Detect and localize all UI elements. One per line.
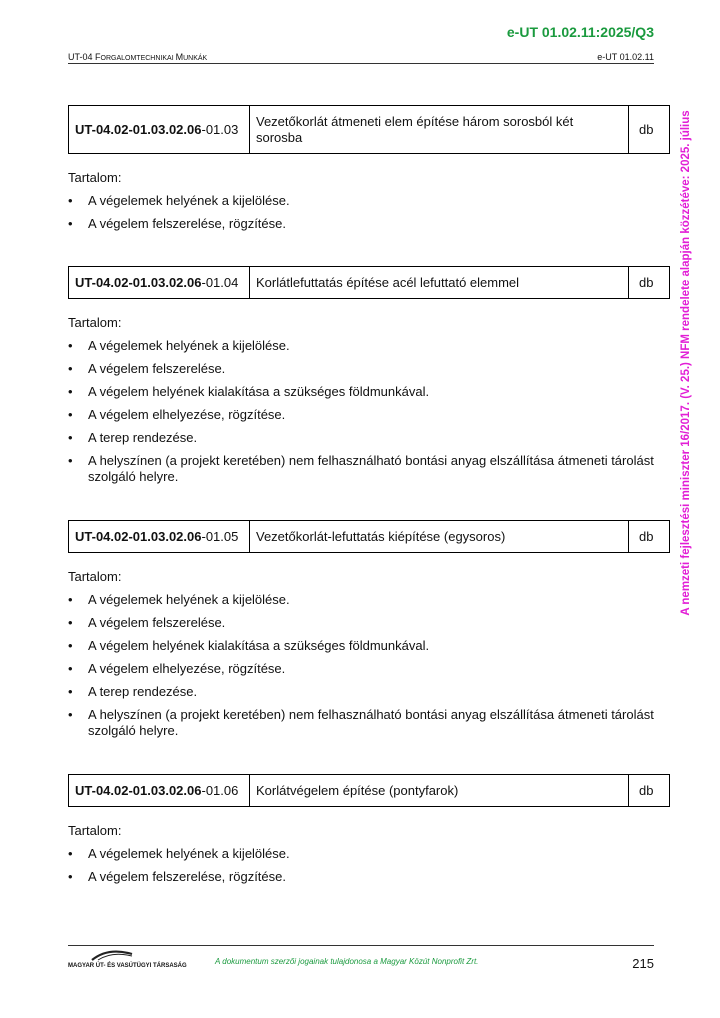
- content-list-01-06: [68, 823, 658, 892]
- content-list-01-03: [68, 170, 658, 239]
- copyright-notice: A dokumentum szerzői jogainak tulajdonosa a Magyar Közút Nonprofit Zrt.: [215, 957, 479, 966]
- list-item: • A végelemek helyének a kijelölése.: [68, 846, 290, 861]
- organization-logo: [68, 949, 187, 969]
- page-number: 215: [632, 956, 654, 971]
- item-title: Korlátlefuttatás építése acél lefuttató elemmel: [250, 267, 629, 299]
- list-item: • A helyszínen (a projekt keretében) nem felhasználható bontási anyag elszállítása átmeneti tárolást szolgáló helyre.: [68, 453, 654, 484]
- list-item: • A végelemek helyének a kijelölése.: [68, 592, 290, 607]
- publication-side-note: A nemzeti fejlesztési miniszter 16/2017. (V. 25.) NFM rendelete alapján közzétéve: 2025. július: [680, 110, 692, 616]
- road-swoosh-icon: [90, 949, 134, 961]
- item-table-01-06: [68, 774, 670, 807]
- content-list-01-05: [68, 569, 658, 746]
- list-item: • A terep rendezése.: [68, 430, 198, 445]
- list-item: • A végelem elhelyezése, rögzítése.: [68, 661, 286, 676]
- list-item: • A végelem felszerelése.: [68, 361, 226, 376]
- list-item: • A helyszínen (a projekt keretében) nem felhasználható bontási anyag elszállítása átmeneti tárolást szolgáló helyre.: [68, 707, 654, 738]
- list-item: • A végelem felszerelése.: [68, 615, 226, 630]
- list-item: • A végelemek helyének a kijelölése.: [68, 193, 290, 208]
- content-label: Tartalom:: [68, 170, 122, 185]
- item-code: UT-04.02-01.03.02.06-01.03: [69, 106, 250, 154]
- document-code: e-UT 01.02.11:2025/Q3: [506, 24, 654, 40]
- item-table-01-03: [68, 105, 670, 154]
- running-header-right: e-UT 01.02.11: [597, 52, 654, 62]
- item-title: Vezetőkorlát-lefuttatás kiépítése (egysoros): [250, 521, 629, 553]
- list-item: • A végelem felszerelése, rögzítése.: [68, 216, 286, 231]
- list-item: • A végelemek helyének a kijelölése.: [68, 338, 290, 353]
- item-unit: db: [629, 106, 670, 154]
- running-header-left: UT-04 FORGALOMTECHNIKAI MUNKÁK: [68, 52, 208, 62]
- item-code: UT-04.02-01.03.02.06-01.05: [69, 521, 250, 553]
- list-item: • A végelem helyének kialakítása a szükséges földmunkával.: [68, 384, 430, 399]
- list-item: • A terep rendezése.: [68, 684, 198, 699]
- logo-text: MAGYAR ÚT- ÉS VASÚTÜGYI TÁRSASÁG: [68, 963, 187, 969]
- item-code: UT-04.02-01.03.02.06-01.04: [69, 267, 250, 299]
- item-unit: db: [629, 521, 670, 553]
- item-unit: db: [629, 267, 670, 299]
- content-label: Tartalom:: [68, 315, 122, 330]
- content-list-01-04: [68, 315, 658, 492]
- header-divider: [68, 63, 654, 64]
- item-table-01-05: [68, 520, 670, 553]
- item-title: Korlátvégelem építése (pontyfarok): [250, 775, 629, 807]
- item-table-01-04: [68, 266, 670, 299]
- list-item: • A végelem helyének kialakítása a szükséges földmunkával.: [68, 638, 430, 653]
- content-label: Tartalom:: [68, 569, 122, 584]
- item-code: UT-04.02-01.03.02.06-01.06: [69, 775, 250, 807]
- footer-divider: [68, 945, 654, 946]
- content-label: Tartalom:: [68, 823, 122, 838]
- list-item: • A végelem felszerelése, rögzítése.: [68, 869, 286, 884]
- item-unit: db: [629, 775, 670, 807]
- list-item: • A végelem elhelyezése, rögzítése.: [68, 407, 286, 422]
- item-title: Vezetőkorlát átmeneti elem építése három sorosból két sorosba: [250, 106, 629, 154]
